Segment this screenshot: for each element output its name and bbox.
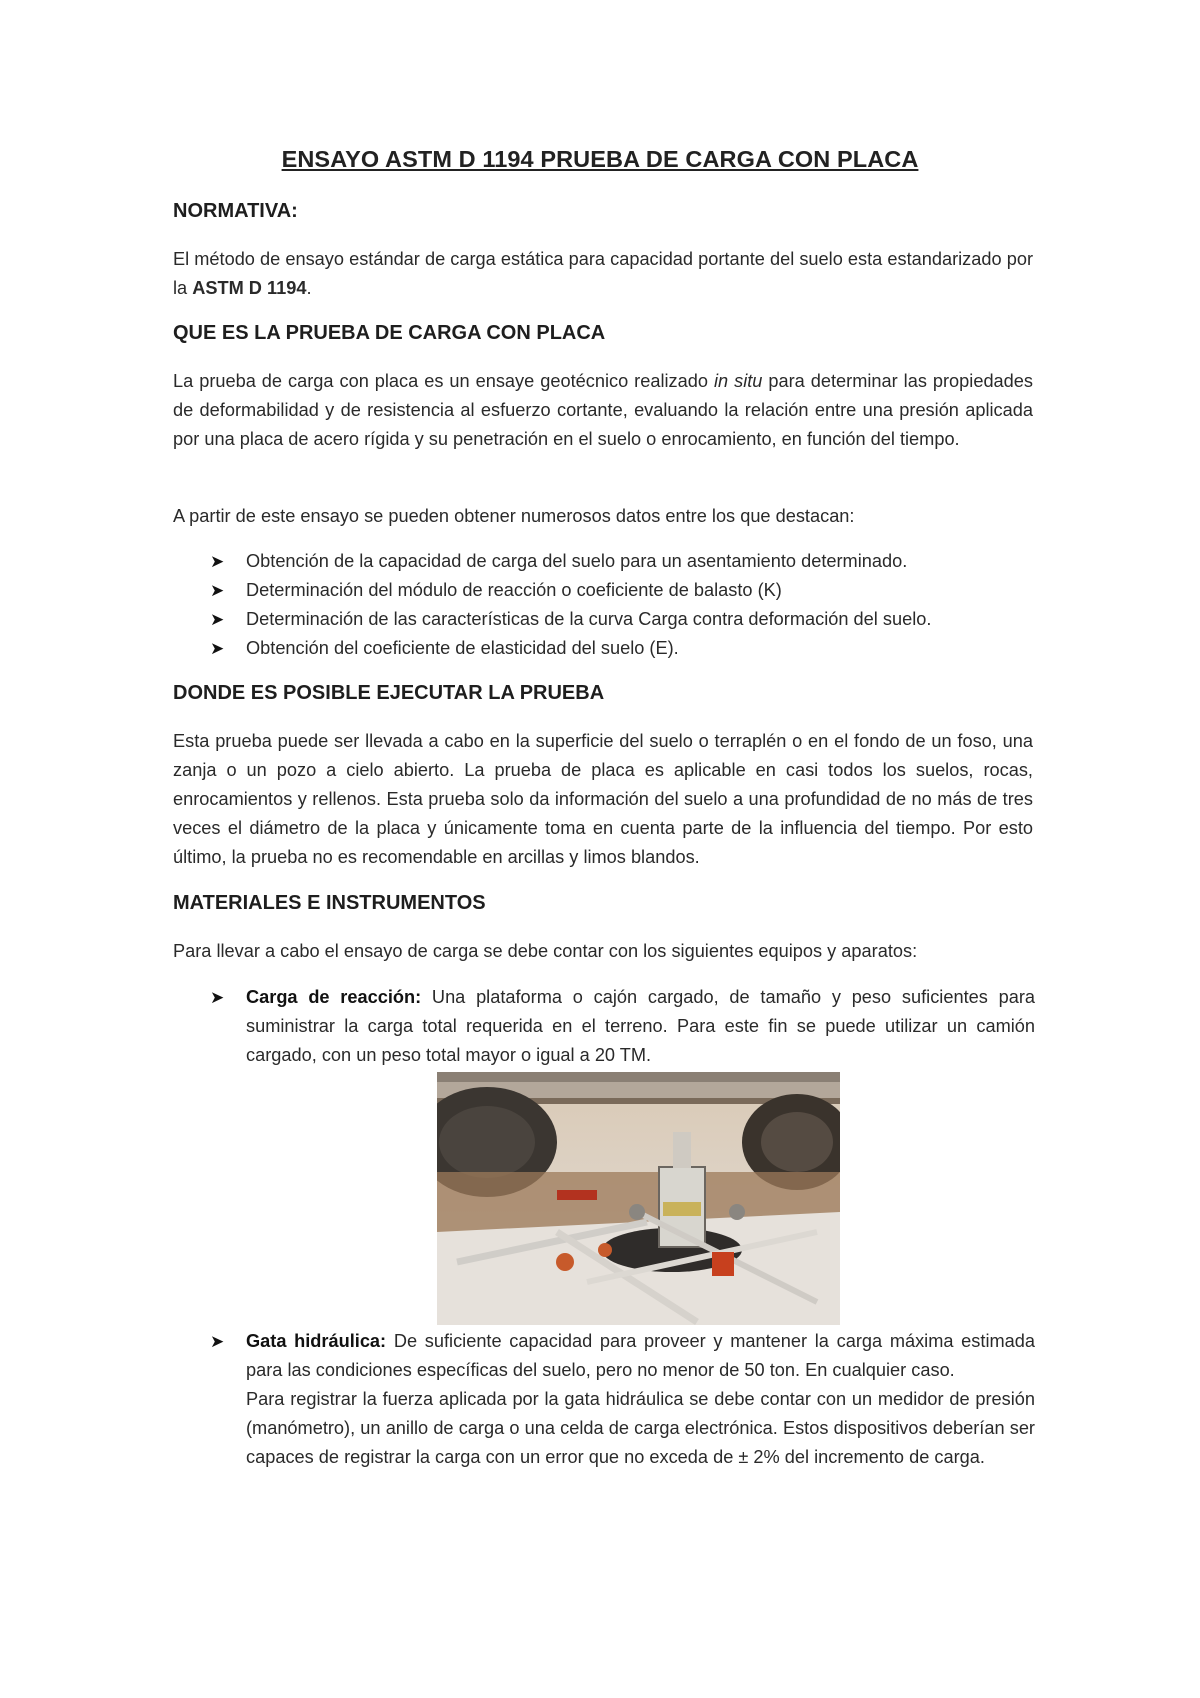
heading-que-es: QUE ES LA PRUEBA DE CARGA CON PLACA bbox=[173, 322, 606, 344]
document-title: ENSAYO ASTM D 1194 PRUEBA DE CARGA CON PLACA bbox=[281, 146, 919, 172]
normativa-standard: ASTM D 1194 bbox=[192, 278, 307, 298]
list-item-text: Obtención del coeficiente de elasticidad del suelo (E). bbox=[246, 638, 679, 658]
que-es-text-cont: para determinar las propiedades de deformabilidad y de resistencia al esfuerzo cortante, evaluando la relación entre una presión aplicada por una placa de acero rígida y su penetración en el suelo o enrocamiento, en función del tiempo. bbox=[173, 371, 1033, 449]
arrowhead-bullet-icon: ➤ bbox=[210, 552, 225, 571]
normativa-text-end: . bbox=[306, 278, 312, 298]
item-description: De suficiente capacidad para proveer y mantener la carga máxima estimada para las condiciones específicas del suelo, pero no menor de 50 ton. En cualquier caso. bbox=[246, 1331, 1035, 1380]
list-item-continuation bbox=[210, 1385, 1035, 1472]
equipment-list-1 bbox=[210, 983, 1035, 1070]
que-es-paragraph-2: A partir de este ensayo se pueden obtener numerosos datos entre los que destacan: bbox=[173, 506, 855, 526]
equipment-list-2 bbox=[210, 1327, 1035, 1472]
arrowhead-bullet-icon: ➤ bbox=[210, 1332, 225, 1351]
item-description: Una plataforma o cajón cargado, de tamaño y peso suficientes para suministrar la carga total requerida en el terreno. Para este fin se puede utilizar un camión cargado, con un peso total mayor o igual a 20 TM. bbox=[246, 987, 1035, 1065]
list-item-gata-hidraulica bbox=[210, 1327, 1035, 1385]
materiales-intro: Para llevar a cabo el ensayo de carga se debe contar con los siguientes equipos y aparatos: bbox=[173, 941, 918, 961]
truck-load-test-photo bbox=[437, 1072, 840, 1325]
list-item bbox=[210, 547, 1035, 576]
donde-paragraph: Esta prueba puede ser llevada a cabo en la superficie del suelo o terraplén o en el fondo de un foso, una zanja o un pozo a cielo abierto. La prueba de placa es aplicable en casi todos los suelos, rocas, enrocamientos y rellenos. Esta prueba solo da información del suelo a una profundidad de no más de tres veces el diámetro de la placa y únicamente toma en cuenta parte de la influencia del tiempo. Por esto último, la prueba no es recomendable en arcillas y limos blandos. bbox=[173, 731, 1033, 867]
que-es-text: La prueba de carga con placa es un ensaye geotécnico realizado bbox=[173, 371, 714, 391]
item-label: Carga de reacción: bbox=[246, 987, 422, 1007]
heading-materiales: MATERIALES E INSTRUMENTOS bbox=[173, 892, 486, 914]
arrowhead-bullet-icon: ➤ bbox=[210, 639, 225, 658]
results-list bbox=[210, 547, 1035, 663]
heading-normativa: NORMATIVA: bbox=[173, 200, 298, 222]
item-label: Gata hidráulica: bbox=[246, 1331, 387, 1351]
item-description-cont: Para registrar la fuerza aplicada por la gata hidráulica se debe contar con un medidor de presión (manómetro), un anillo de carga o una celda de carga electrónica. Estos dispositivos deberían ser capaces de registrar la carga con un error que no exceda de ± 2% del incremento de carga. bbox=[246, 1389, 1035, 1467]
list-item-text: Determinación de las características de la curva Carga contra deformación del suelo. bbox=[246, 609, 932, 629]
in-situ-term: in situ bbox=[713, 371, 763, 391]
list-item bbox=[210, 605, 1035, 634]
normativa-text: El método de ensayo estándar de carga estática para capacidad portante del suelo esta estandarizado por la bbox=[173, 249, 1033, 298]
arrowhead-bullet-icon: ➤ bbox=[210, 610, 225, 629]
que-es-paragraph-1 bbox=[173, 367, 1033, 454]
list-item-text: Obtención de la capacidad de carga del suelo para un asentamiento determinado. bbox=[246, 551, 908, 571]
list-item-carga-reaccion bbox=[210, 983, 1035, 1070]
heading-donde: DONDE ES POSIBLE EJECUTAR LA PRUEBA bbox=[173, 682, 605, 704]
list-item-text: Determinación del módulo de reacción o coeficiente de balasto (K) bbox=[246, 580, 782, 600]
normativa-paragraph bbox=[173, 245, 1033, 303]
arrowhead-bullet-icon: ➤ bbox=[210, 581, 225, 600]
list-item bbox=[210, 576, 1035, 605]
arrowhead-bullet-icon: ➤ bbox=[210, 988, 225, 1007]
list-item bbox=[210, 634, 1035, 663]
